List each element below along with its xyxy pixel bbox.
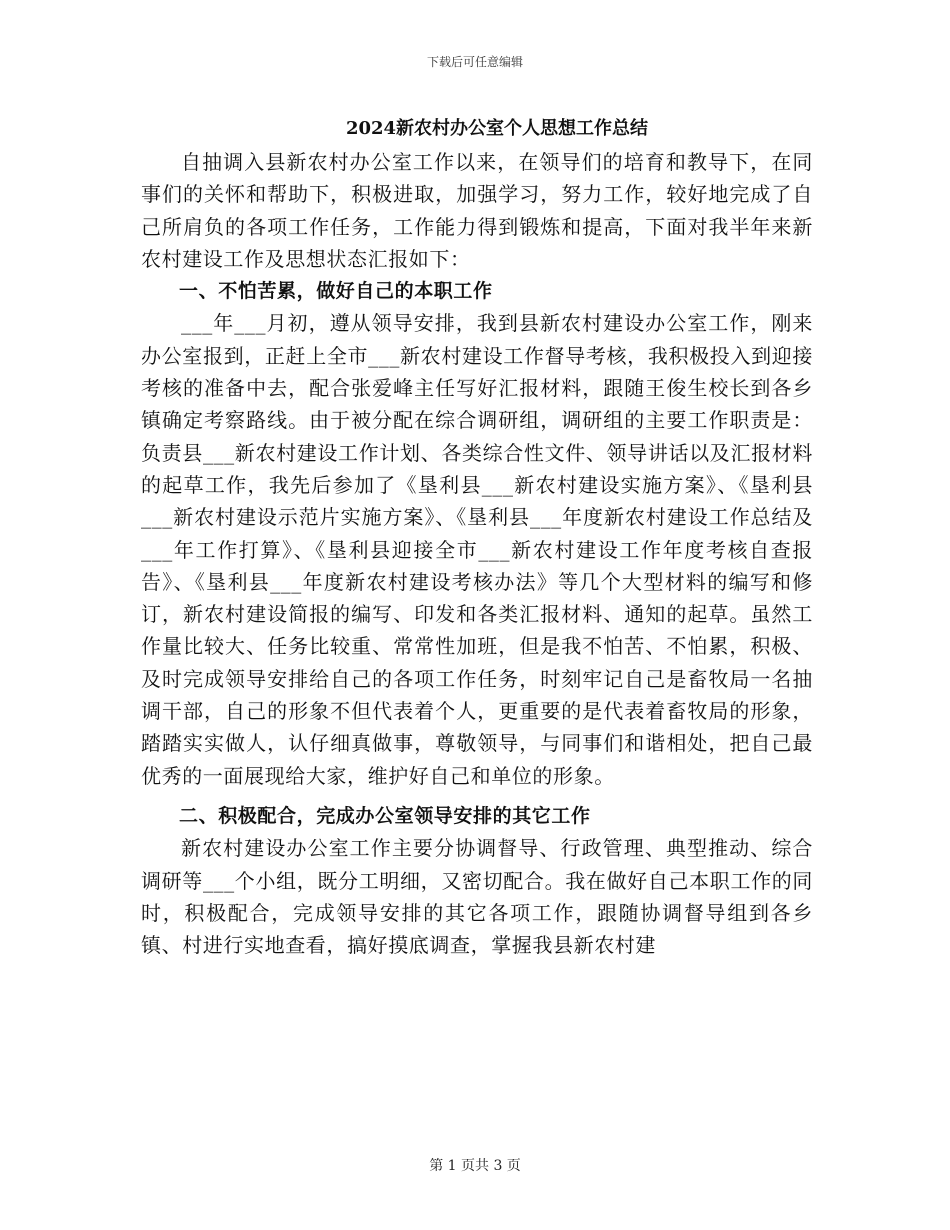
page-number: 第 1 页共 3 页 xyxy=(429,1158,521,1174)
section-heading-1: 一、不怕苦累，做好自己的本职工作 xyxy=(179,280,493,303)
header-note: 下载后可任意编辑 xyxy=(426,55,523,69)
section-heading-2: 二、积极配合，完成办公室领导安排的其它工作 xyxy=(179,804,591,827)
paragraph-section-2: 新农村建设办公室工作主要分协调督导、行政管理、典型推动、综合调研等___个小组，既分工明细，又密切配合。我在做好自己本职工作的同时，积极配合，完成领导安排的其它各项工作，跟随协调督导组到各乡镇、村进行实地查看，搞好摸底调查，掌握我县新农村建 xyxy=(141,836,813,958)
document-body xyxy=(141,116,813,961)
paragraph-section-1: ___年___月初，遵从领导安排，我到县新农村建设办公室工作，刚来办公室报到，正赶上全市___新农村建设工作督导考核，我积极投入到迎接考核的准备中去，配合张爱峰主任写好汇报材料，跟随王俊生校长到各乡镇确定考察路线。由于被分配在综合调研组，调研组的主要工作职责是：负责县___新农村建设工作计划、各类综合性文件、领导讲话以及汇报材料的起草工作，我先后参加了《垦利县___新农村建设实施方案》、《垦利县___新农村建设示范片实施方案》、《垦利县___年度新农村建设工作总结及___年工作打算》、《垦利县迎接全市___新农村建设工作年度考核自查报告》、《垦利县___年度新农村建设考核办法》等几个大型材料的编写和修订，新农村建设简报的编写、印发和各类汇报材料、通知的起草。虽然工作量比较大、任务比较重、常常性加班，但是我不怕苦、不怕累，积极、及时完成领导安排给自己的各项工作任务，时刻牢记自己是畜牧局一名抽调干部，自己的形象不但代表着个人，更重要的是代表着畜牧局的形象，踏踏实实做人，认仔细真做事，尊敬领导，与同事们和谐相处，把自己最优秀的一面展现给大家，维护好自己和单位的形象。 xyxy=(141,311,813,788)
paragraph-intro: 自抽调入县新农村办公室工作以来，在领导们的培育和教导下，在同事们的关怀和帮助下，积极进取，加强学习，努力工作，较好地完成了自己所肩负的各项工作任务，工作能力得到锻炼和提高，下面对我半年来新农村建设工作及思想状态汇报如下： xyxy=(141,150,813,271)
document-title: 2024新农村办公室个人思想工作总结 xyxy=(345,118,649,139)
